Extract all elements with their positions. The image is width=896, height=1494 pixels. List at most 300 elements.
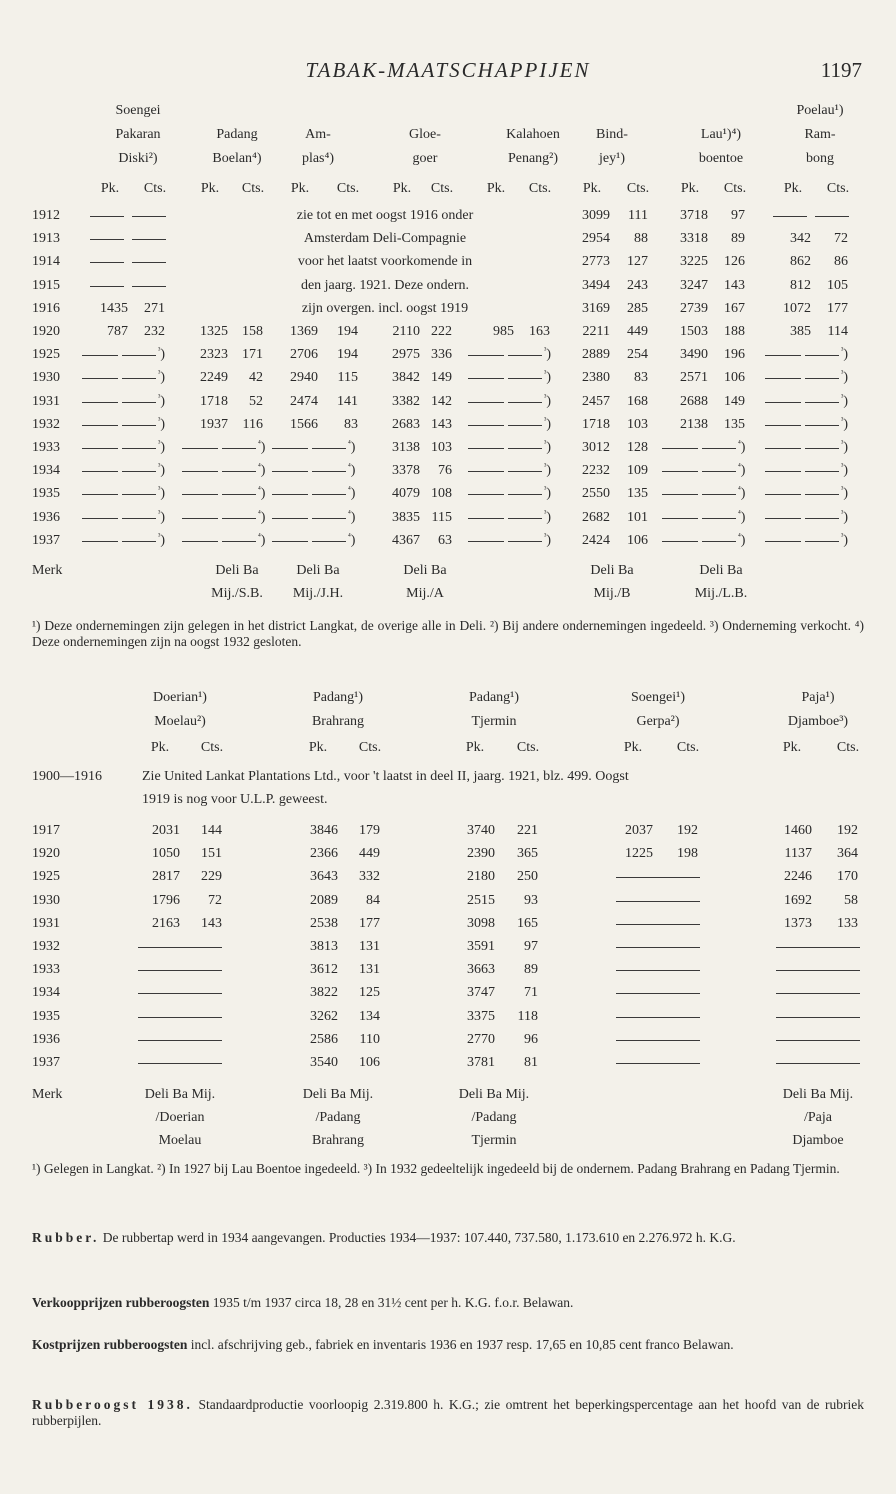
- cell-pk: 342: [790, 231, 811, 246]
- cell-pk: 2683: [392, 417, 420, 432]
- cell-cts: 103: [431, 440, 452, 455]
- row-year: 1935: [32, 486, 60, 501]
- cell-pk: 3591: [467, 939, 495, 954]
- dash-line: [122, 425, 156, 426]
- footnote-mark: $^{^4}$): [258, 508, 266, 525]
- cell-cts: 170: [837, 869, 858, 884]
- cell-pk: 1435: [100, 301, 128, 316]
- dash-line: [815, 216, 849, 217]
- dash-line: [508, 402, 542, 403]
- dash-line: [82, 541, 118, 542]
- cell-pk: 2773: [582, 254, 610, 269]
- cell-pk: 3494: [582, 278, 610, 293]
- cell-pk: 3643: [310, 869, 338, 884]
- unit-pk: Pk.: [308, 740, 328, 755]
- unit-pk: Pk.: [623, 740, 643, 755]
- unit-cts: Cts.: [528, 181, 552, 196]
- footnote-mark: $^{^4}$): [348, 438, 356, 455]
- row-year: 1932: [32, 417, 60, 432]
- merk-value: Mij./J.H.: [292, 586, 344, 601]
- cell-cts: 449: [359, 846, 380, 861]
- column-header: Moelau²): [154, 714, 206, 729]
- dash-line: [776, 1040, 860, 1041]
- footnote-mark: $^{^3}$): [841, 508, 849, 525]
- dash-line: [765, 494, 801, 495]
- cell-pk: 3378: [392, 463, 420, 478]
- footnote-mark: $^{^3}$): [544, 345, 552, 362]
- cell-pk: 862: [790, 254, 811, 269]
- cell-cts: 449: [627, 324, 648, 339]
- dash-line: [776, 1017, 860, 1018]
- column-header: Soengei: [115, 103, 161, 118]
- paragraph-lead: Rubber.: [32, 1230, 100, 1245]
- dash-line: [765, 541, 801, 542]
- cell-pk: 2163: [152, 916, 180, 931]
- paragraph-lead: Verkoopprijzen rubberoogsten: [32, 1295, 210, 1310]
- cell-cts: 143: [724, 278, 745, 293]
- merk-value: /Padang: [315, 1110, 361, 1125]
- paragraph-lead: Rubberoogst 1938.: [32, 1397, 193, 1412]
- dash-line: [616, 1040, 700, 1041]
- cell-cts: 83: [344, 417, 358, 432]
- dash-line: [773, 216, 807, 217]
- cell-pk: 385: [790, 324, 811, 339]
- cell-cts: 192: [837, 823, 858, 838]
- cell-pk: 3099: [582, 208, 610, 223]
- unit-pk: Pk.: [582, 181, 602, 196]
- cell-cts: 168: [627, 394, 648, 409]
- cell-cts: 106: [724, 370, 745, 385]
- cell-cts: 336: [431, 347, 452, 362]
- column-header: Gerpa²): [636, 714, 680, 729]
- dash-line: [468, 448, 504, 449]
- merged-note-text: zijn overgen. incl. oogst 1919: [301, 301, 469, 316]
- cell-cts: 97: [731, 208, 745, 223]
- cell-cts: 271: [144, 301, 165, 316]
- dash-line: [765, 425, 801, 426]
- footnote-mark: $^{^3}$): [158, 508, 166, 525]
- cell-pk: 2037: [625, 823, 653, 838]
- column-header: Am-: [305, 127, 331, 142]
- dash-line: [222, 518, 256, 519]
- cell-pk: 3747: [467, 985, 495, 1000]
- dash-line: [805, 402, 839, 403]
- dash-line: [122, 541, 156, 542]
- cell-cts: 84: [366, 893, 380, 908]
- unit-pk: Pk.: [100, 181, 120, 196]
- cell-pk: 2817: [152, 869, 180, 884]
- cell-cts: 221: [517, 823, 538, 838]
- dash-line: [312, 471, 346, 472]
- merk-value: Mij./A: [406, 586, 444, 601]
- dash-line: [616, 1017, 700, 1018]
- cell-cts: 177: [827, 301, 848, 316]
- merged-note-text: Amsterdam Deli-Compagnie: [303, 231, 467, 246]
- dash-line: [662, 471, 698, 472]
- dash-line: [765, 518, 801, 519]
- cell-cts: 83: [634, 370, 648, 385]
- cell-cts: 103: [627, 417, 648, 432]
- cell-pk: 2586: [310, 1032, 338, 1047]
- column-header: Padang¹): [312, 690, 364, 705]
- merk-value: Deli Ba Mij.: [302, 1087, 374, 1102]
- unit-cts: Cts.: [626, 181, 650, 196]
- cell-pk: 3540: [310, 1055, 338, 1070]
- dash-line: [662, 448, 698, 449]
- unit-pk: Pk.: [392, 181, 412, 196]
- cell-pk: 2940: [290, 370, 318, 385]
- row-year: 1914: [32, 254, 60, 269]
- cell-pk: 2889: [582, 347, 610, 362]
- dash-line: [122, 494, 156, 495]
- footnote-mark: $^{^3}$): [158, 438, 166, 455]
- dash-line: [132, 239, 166, 240]
- dash-line: [138, 947, 222, 948]
- cell-cts: 243: [627, 278, 648, 293]
- dash-line: [82, 355, 118, 356]
- column-header: bong: [806, 151, 834, 166]
- dash-line: [138, 1063, 222, 1064]
- cell-pk: 2249: [200, 370, 228, 385]
- footnote-mark: $^{^3}$): [544, 531, 552, 548]
- merk-value: Mij./S.B.: [211, 586, 263, 601]
- dash-line: [616, 924, 700, 925]
- unit-pk: Pk.: [680, 181, 700, 196]
- footnote-mark: $^{^3}$): [841, 415, 849, 432]
- dash-line: [776, 970, 860, 971]
- dash-line: [662, 494, 698, 495]
- column-header: jey¹): [599, 151, 625, 166]
- cell-cts: 196: [724, 347, 745, 362]
- column-header: Padang¹): [468, 690, 520, 705]
- unit-pk: Pk.: [783, 181, 803, 196]
- cell-pk: 3813: [310, 939, 338, 954]
- dash-line: [138, 1040, 222, 1041]
- footnote-mark: $^{^3}$): [544, 484, 552, 501]
- cell-pk: 2682: [582, 510, 610, 525]
- cell-pk: 3842: [392, 370, 420, 385]
- cell-pk: 1072: [783, 301, 811, 316]
- footnote-mark: $^{^4}$): [348, 531, 356, 548]
- unit-cts: Cts.: [676, 740, 700, 755]
- cell-pk: 2110: [392, 324, 420, 339]
- column-header: Diski²): [118, 151, 158, 166]
- merk-value: Brahrang: [311, 1133, 365, 1148]
- footnote-mark: $^{^4}$): [738, 438, 746, 455]
- dash-line: [138, 993, 222, 994]
- dash-line: [616, 901, 700, 902]
- dash-line: [508, 471, 542, 472]
- cell-pk: 3247: [680, 278, 708, 293]
- cell-cts: 71: [524, 985, 538, 1000]
- cell-cts: 250: [517, 869, 538, 884]
- cell-pk: 2366: [310, 846, 338, 861]
- cell-pk: 2031: [152, 823, 180, 838]
- merk-value: Deli Ba Mij.: [144, 1087, 216, 1102]
- dash-line: [805, 425, 839, 426]
- cell-cts: 229: [201, 869, 222, 884]
- cell-cts: 116: [242, 417, 263, 432]
- cell-pk: 2424: [582, 533, 610, 548]
- dash-line: [508, 541, 542, 542]
- column-header: Pakaran: [115, 127, 161, 142]
- unit-cts: Cts.: [430, 181, 454, 196]
- cell-cts: 179: [359, 823, 380, 838]
- row-year: 1933: [32, 962, 60, 977]
- row-year: 1917: [32, 823, 60, 838]
- cell-pk: 787: [107, 324, 128, 339]
- cell-pk: 1369: [290, 324, 318, 339]
- cell-cts: 58: [844, 893, 858, 908]
- cell-pk: 1718: [200, 394, 228, 409]
- dash-line: [122, 402, 156, 403]
- dash-line: [765, 402, 801, 403]
- dash-line: [138, 970, 222, 971]
- unit-cts: Cts.: [143, 181, 167, 196]
- table1-footnote: ¹) Deze ondernemingen zijn gelegen in het district Langkat, de overige alle in Deli. ²) Bij andere ondernemingen ingedeeld. ³) Onderneming verkocht. ⁴) Deze ondernemingen zijn na oogst 1932 gesloten.: [32, 618, 864, 649]
- dash-line: [468, 355, 504, 356]
- cell-cts: 133: [837, 916, 858, 931]
- row-year: 1933: [32, 440, 60, 455]
- cell-cts: 72: [834, 231, 848, 246]
- cell-cts: 89: [731, 231, 745, 246]
- dash-line: [468, 471, 504, 472]
- cell-cts: 127: [627, 254, 648, 269]
- dash-line: [468, 541, 504, 542]
- merk-value: /Paja: [804, 1110, 832, 1125]
- dash-line: [122, 448, 156, 449]
- footnote-mark: $^{^4}$): [258, 484, 266, 501]
- dash-line: [82, 494, 118, 495]
- column-header: goer: [412, 151, 438, 166]
- column-header: Poelau¹): [796, 103, 844, 118]
- column-header: Penang²): [507, 151, 559, 166]
- dash-line: [132, 216, 166, 217]
- dash-line: [616, 947, 700, 948]
- cell-pk: 3098: [467, 916, 495, 931]
- merk-value: Deli Ba: [590, 563, 634, 578]
- merk-value: Mij./B: [593, 586, 631, 601]
- dash-line: [182, 448, 218, 449]
- row-year: 1920: [32, 846, 60, 861]
- dash-line: [82, 402, 118, 403]
- cell-cts: 131: [359, 939, 380, 954]
- dash-line: [805, 518, 839, 519]
- dash-line: [616, 993, 700, 994]
- cell-cts: 177: [359, 916, 380, 931]
- cell-cts: 143: [201, 916, 222, 931]
- dash-line: [272, 471, 308, 472]
- paragraph: [32, 1230, 864, 1246]
- cell-pk: 3225: [680, 254, 708, 269]
- row-year: 1935: [32, 1009, 60, 1024]
- row-year: 1936: [32, 510, 60, 525]
- dash-line: [182, 471, 218, 472]
- row-year: 1932: [32, 939, 60, 954]
- dash-line: [662, 518, 698, 519]
- dash-line: [272, 494, 308, 495]
- cell-cts: 232: [144, 324, 165, 339]
- cell-pk: 3718: [680, 208, 708, 223]
- cell-pk: 1937: [200, 417, 228, 432]
- footnote-mark: $^{^3}$): [841, 461, 849, 478]
- cell-pk: 3012: [582, 440, 610, 455]
- dash-line: [182, 518, 218, 519]
- cell-pk: 2089: [310, 893, 338, 908]
- cell-cts: 93: [524, 893, 538, 908]
- cell-pk: 2571: [680, 370, 708, 385]
- paragraph: [32, 1397, 864, 1429]
- footnote-mark: $^{^3}$): [158, 415, 166, 432]
- unit-pk: Pk.: [782, 740, 802, 755]
- dash-line: [272, 448, 308, 449]
- column-header: Padang: [216, 127, 258, 142]
- dash-line: [616, 1063, 700, 1064]
- cell-cts: 131: [359, 962, 380, 977]
- dash-line: [132, 286, 166, 287]
- dash-line: [468, 402, 504, 403]
- cell-cts: 63: [438, 533, 452, 548]
- dash-line: [776, 993, 860, 994]
- cell-pk: 3822: [310, 985, 338, 1000]
- cell-pk: 985: [493, 324, 514, 339]
- footnote-mark: $^{^3}$): [841, 392, 849, 409]
- cell-cts: 110: [359, 1032, 380, 1047]
- table2-footnote: ¹) Gelegen in Langkat. ²) In 1927 bij Lau Boentoe ingedeeld. ³) In 1932 gedeeltelijk ingedeeld bij de ondernem. Padang Brahrang en Padang Tjermin.: [32, 1161, 840, 1176]
- cell-cts: 111: [628, 208, 648, 223]
- cell-cts: 222: [431, 324, 452, 339]
- footnote-mark: $^{^3}$): [544, 461, 552, 478]
- cell-cts: 114: [827, 324, 848, 339]
- cell-cts: 142: [431, 394, 452, 409]
- cell-cts: 52: [249, 394, 263, 409]
- merk-label: Merk: [32, 1087, 63, 1102]
- cell-cts: 165: [517, 916, 538, 931]
- dash-line: [132, 262, 166, 263]
- cell-cts: 109: [627, 463, 648, 478]
- paragraph: [32, 1337, 864, 1353]
- dash-line: [508, 518, 542, 519]
- merk-value: Mij./L.B.: [694, 586, 748, 601]
- cell-pk: 2232: [582, 463, 610, 478]
- cell-pk: 2739: [680, 301, 708, 316]
- cell-pk: 2688: [680, 394, 708, 409]
- merk-label: Merk: [32, 563, 63, 578]
- row-year: 1920: [32, 324, 60, 339]
- column-header: Tjermin: [471, 714, 517, 729]
- footnote-mark: $^{^3}$): [544, 368, 552, 385]
- footnote-mark: $^{^4}$): [348, 508, 356, 525]
- merged-note-text: den jaarg. 1921. Deze ondern.: [300, 278, 470, 293]
- dash-line: [182, 541, 218, 542]
- cell-cts: 254: [627, 347, 648, 362]
- dash-line: [616, 877, 700, 878]
- cell-pk: 2515: [467, 893, 495, 908]
- dash-line: [82, 471, 118, 472]
- cell-cts: 96: [524, 1032, 538, 1047]
- cell-cts: 151: [201, 846, 222, 861]
- merged-note-text: voor het laatst voorkomende in: [297, 254, 473, 269]
- footnote-mark: $^{^3}$): [841, 345, 849, 362]
- unit-pk: Pk.: [290, 181, 310, 196]
- dash-line: [312, 541, 346, 542]
- cell-pk: 3612: [310, 962, 338, 977]
- cell-cts: 171: [242, 347, 263, 362]
- cell-cts: 144: [201, 823, 222, 838]
- row-year: 1934: [32, 463, 60, 478]
- cell-cts: 135: [724, 417, 745, 432]
- cell-cts: 167: [724, 301, 745, 316]
- cell-pk: 812: [790, 278, 811, 293]
- dash-line: [616, 970, 700, 971]
- row-year: 1915: [32, 278, 60, 293]
- row-year: 1930: [32, 370, 60, 385]
- cell-pk: 2138: [680, 417, 708, 432]
- dash-line: [765, 471, 801, 472]
- dash-line: [776, 1063, 860, 1064]
- cell-cts: 105: [827, 278, 848, 293]
- cell-cts: 143: [431, 417, 452, 432]
- cell-pk: 3262: [310, 1009, 338, 1024]
- merk-value: Moelau: [158, 1133, 202, 1148]
- cell-cts: 81: [524, 1055, 538, 1070]
- unit-cts: Cts.: [836, 740, 860, 755]
- cell-pk: 2770: [467, 1032, 495, 1047]
- cell-cts: 365: [517, 846, 538, 861]
- dash-line: [805, 378, 839, 379]
- row-year: 1912: [32, 208, 60, 223]
- cell-pk: 3318: [680, 231, 708, 246]
- cell-cts: 134: [359, 1009, 380, 1024]
- dash-line: [138, 1017, 222, 1018]
- unit-pk: Pk.: [200, 181, 220, 196]
- footnote-mark: $^{^3}$): [158, 484, 166, 501]
- cell-cts: 364: [837, 846, 858, 861]
- row-year: 1900—1916: [32, 769, 102, 784]
- row-year: 1937: [32, 533, 60, 548]
- cell-cts: 118: [517, 1009, 538, 1024]
- dash-line: [468, 378, 504, 379]
- dash-line: [312, 494, 346, 495]
- cell-pk: 1373: [784, 916, 812, 931]
- cell-cts: 285: [627, 301, 648, 316]
- dash-line: [122, 471, 156, 472]
- dash-line: [508, 378, 542, 379]
- cell-cts: 128: [627, 440, 648, 455]
- footnote-mark: $^{^4}$): [348, 461, 356, 478]
- cell-pk: 3490: [680, 347, 708, 362]
- row-year: 1930: [32, 893, 60, 908]
- cell-pk: 4367: [392, 533, 420, 548]
- footnote-mark: $^{^3}$): [544, 438, 552, 455]
- dash-line: [702, 494, 736, 495]
- footnote-mark: $^{^3}$): [544, 415, 552, 432]
- cell-cts: 106: [627, 533, 648, 548]
- cell-cts: 332: [359, 869, 380, 884]
- cell-pk: 3781: [467, 1055, 495, 1070]
- footnote-mark: $^{^4}$): [258, 531, 266, 548]
- row-year: 1931: [32, 394, 60, 409]
- column-header: Doerian¹): [153, 690, 207, 705]
- footnote-mark: $^{^4}$): [738, 508, 746, 525]
- dash-line: [702, 471, 736, 472]
- footnote-mark: $^{^3}$): [841, 531, 849, 548]
- cell-pk: 3663: [467, 962, 495, 977]
- cell-cts: 163: [529, 324, 550, 339]
- footnote-mark: $^{^3}$): [841, 484, 849, 501]
- column-header: boentoe: [698, 151, 744, 166]
- cell-cts: 72: [208, 893, 222, 908]
